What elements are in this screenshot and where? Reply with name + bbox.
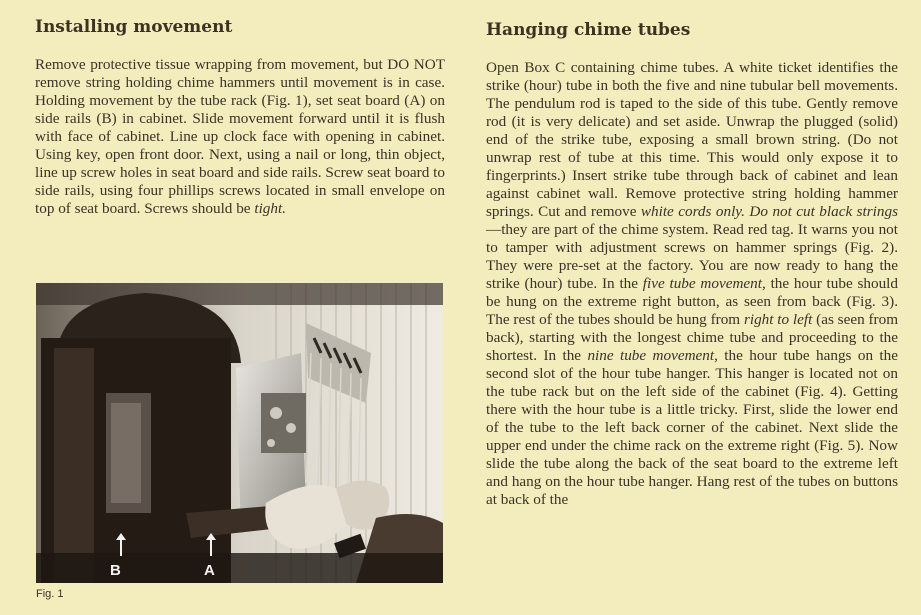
paragraph-text: Remove protective tissue wrapping from movement, but DO NOT remove string holding chime hammers until movement is in case. Holding movement by the tube rack (Fig. 1), set seat board (A) on side rails (B) in cabinet. Slide movement forward until it is flush with face of cabinet. Line up clock face with opening in cabinet. Using key, open front door. Next, using a nail or long, thin object, line up screw holes in seat board and side rails. Screw seat board to side rails, using four phillips screws located in small envelope on top of seat board. Screws should be (35, 56, 445, 217)
label-b: B (110, 562, 121, 579)
text-run-5: , the hour tube hangs on the second slot of the hour tube hanger. This hanger is located not on the tube rack but on the left side of the cabinet (Fig. 4). Getting there with the hour tube is a little tricky. First, slide the lower end of the tube to the left back corner of the cabinet. Next slide the upper end under the chime rack on the extreme right (Fig. 5). Now slide the tube along the back of the seat board to the extreme left and hang on the hour tube hanger. Hang rest of the tubes on buttons at back of the (486, 347, 898, 508)
fig1-photo (36, 283, 443, 583)
section-heading-hanging-chime-tubes: Hanging chime tubes (486, 20, 691, 40)
figure-caption: Fig. 1 (36, 588, 64, 600)
emphasis-run-3: right to left (743, 311, 813, 328)
text-run-2: —they are part of the chime system. Read red tag. It warns you not to tamper with adjustment screws on hammer springs (Fig. 2). They were pre-set at the factory. You are now ready to hang the strike (hour) tube. In the (486, 221, 898, 292)
paragraph-emphasis: tight. (254, 200, 286, 217)
emphasis-run-4: nine tube movement (587, 347, 715, 364)
label-a: A (204, 562, 215, 579)
text-run-4: (as seen from back), starting with the longest chime tube and proceeding to the shortest. In the (486, 311, 899, 364)
hanging-chime-tubes-paragraph (486, 59, 898, 509)
text-run-3: , the hour tube should be hung on the extreme right button, as seen from back (Fig. 3). The rest of the tubes should be hung from (486, 275, 898, 328)
section-heading-installing-movement: Installing movement (35, 17, 233, 37)
clock-movement-illustration (36, 283, 443, 583)
installing-movement-paragraph (35, 56, 445, 218)
arrow-b-icon (120, 538, 122, 556)
emphasis-run-1: white cords only. Do not cut black strings (640, 203, 898, 220)
text-run-1: Open Box C containing chime tubes. A white ticket identifies the strike (hour) tube in both the five and nine tubular bell movements. The pendulum rod is taped to the side of this tube. Gently remove rod (it is very delicate) and set aside. Unwrap the plugged (solid) end of the strike tube, exposing a small brown string. (Do not unwrap rest of tube at this time. This would only expose it to fingerprints.) Insert strike tube through back of cabinet and lean against cabinet wall. Remove protective string holding hammer springs. Cut and remove (486, 59, 898, 220)
emphasis-run-2: five tube movement (642, 275, 762, 292)
arrow-a-icon (210, 538, 212, 556)
